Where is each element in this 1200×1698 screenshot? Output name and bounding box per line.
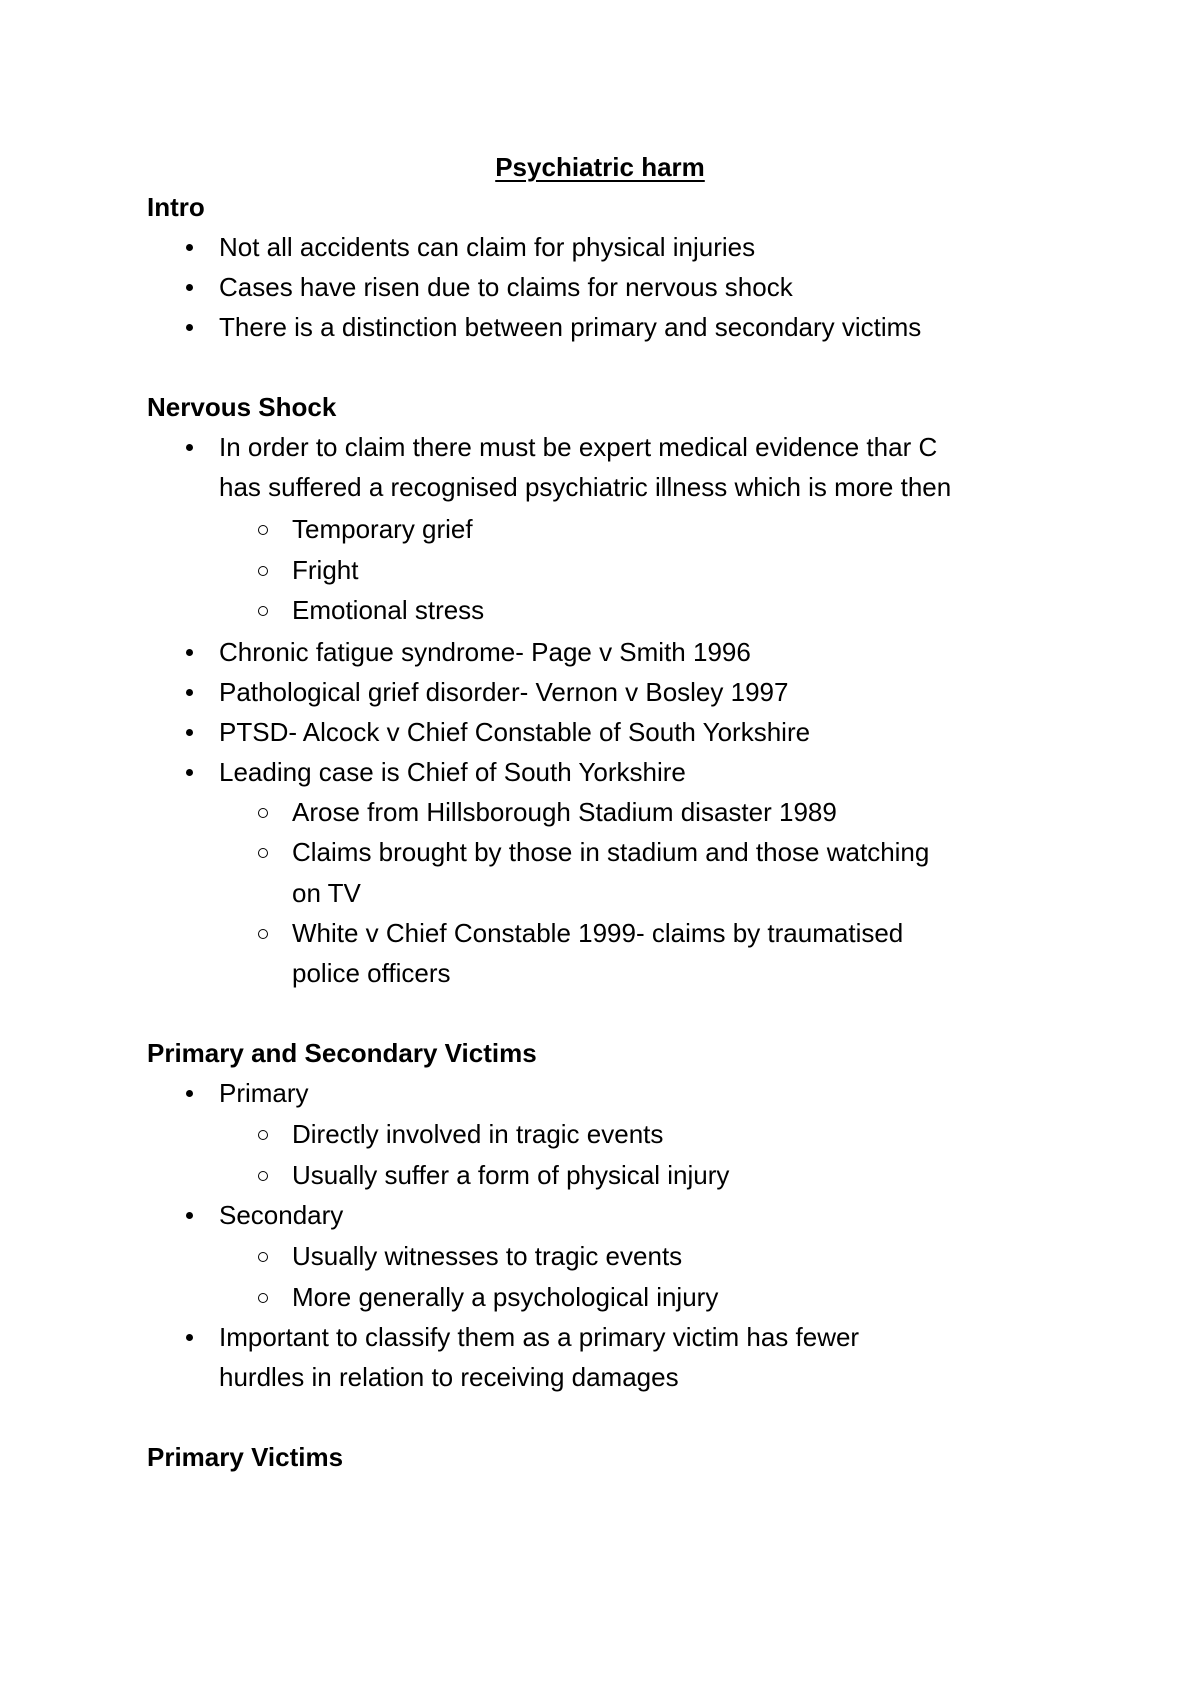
list-item: There is a distinction between primary and secondary victims [219,312,922,342]
sub-bullet-icon [258,1293,268,1303]
list-item: In order to claim there must be expert medical evidence thar C [219,432,938,462]
sub-list-item: Usually witnesses to tragic events [292,1241,683,1271]
heading-primary-secondary-victims: Primary and Secondary Victims [147,1038,537,1068]
bullet-icon [186,649,193,656]
sub-bullet-icon [258,848,268,858]
sub-bullet-icon [258,1252,268,1262]
sub-bullet-icon [258,808,268,818]
list-item: Chronic fatigue syndrome- Page v Smith 1996 [219,637,751,667]
list-item: Not all accidents can claim for physical injuries [219,232,756,262]
bullet-icon [186,244,193,251]
list-item: Primary [219,1078,309,1108]
heading-nervous-shock: Nervous Shock [147,392,337,422]
heading-primary-victims: Primary Victims [147,1442,344,1472]
list-item-continuation: hurdles in relation to receiving damages [219,1362,679,1392]
list-item: Important to classify them as a primary victim has fewer [219,1322,860,1352]
sub-bullet-icon [258,929,268,939]
bullet-icon [186,1090,193,1097]
sub-list-item: More generally a psychological injury [292,1282,719,1312]
sub-list-item: Claims brought by those in stadium and those watching [292,837,930,867]
sub-bullet-icon [258,566,268,576]
sub-list-item: Usually suffer a form of physical injury [292,1160,730,1190]
list-item: Leading case is Chief of South Yorkshire [219,757,686,787]
sub-list-item: Fright [292,555,359,585]
sub-list-item: Temporary grief [292,514,473,544]
sub-list-item-continuation: police officers [292,958,451,988]
bullet-icon [186,444,193,451]
list-item-continuation: has suffered a recognised psychiatric illness which is more then [219,472,952,502]
list-item: Pathological grief disorder- Vernon v Bosley 1997 [219,677,789,707]
sub-bullet-icon [258,1130,268,1140]
sub-list-item-continuation: on TV [292,878,361,908]
document-title [0,150,1200,184]
list-item: PTSD- Alcock v Chief Constable of South Yorkshire [219,717,811,747]
list-item: Cases have risen due to claims for nervous shock [219,272,793,302]
bullet-icon [186,1334,193,1341]
bullet-icon [186,1212,193,1219]
bullet-icon [186,284,193,291]
sub-list-item: White v Chief Constable 1999- claims by traumatised [292,918,904,948]
sub-list-item: Arose from Hillsborough Stadium disaster 1989 [292,797,837,827]
sub-list-item: Directly involved in tragic events [292,1119,664,1149]
sub-bullet-icon [258,606,268,616]
sub-bullet-icon [258,1171,268,1181]
sub-list-item: Emotional stress [292,595,485,625]
document-title-text: Psychiatric harm [495,152,705,182]
list-item: Secondary [219,1200,344,1230]
sub-bullet-icon [258,525,268,535]
heading-intro: Intro [147,192,205,222]
bullet-icon [186,769,193,776]
bullet-icon [186,689,193,696]
bullet-icon [186,729,193,736]
bullet-icon [186,324,193,331]
